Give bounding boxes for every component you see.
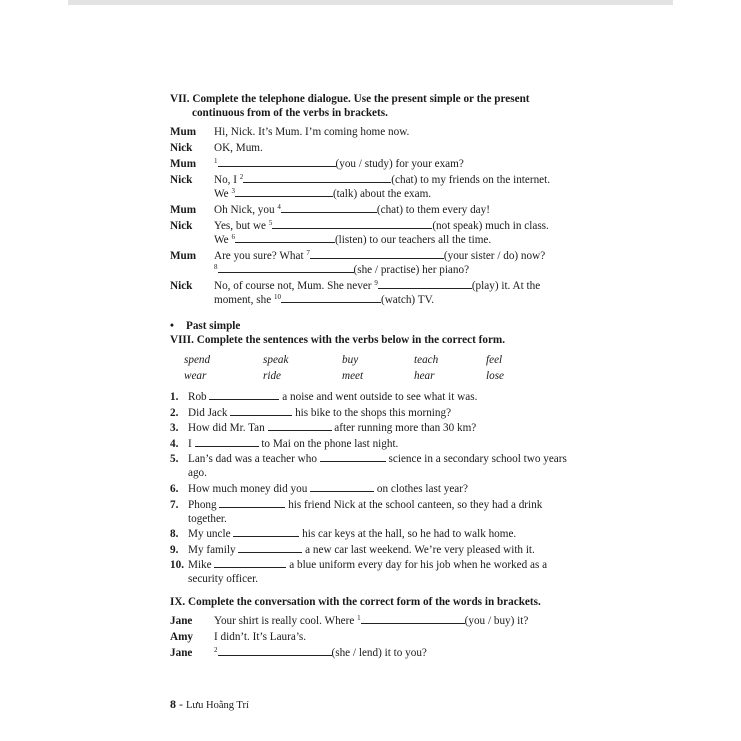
word-bank-item: speak [263, 354, 289, 366]
line-fragment: We [214, 234, 232, 246]
gap-number: 1 [214, 157, 218, 165]
line-text [214, 279, 580, 307]
line-fragment: (she / lend) it to you? [331, 647, 427, 660]
sentence-item [170, 452, 580, 480]
page-footer [170, 697, 249, 712]
line-text [214, 157, 580, 171]
line-fragment: (you / buy) it? [464, 615, 529, 628]
line-fragment: Mike [188, 559, 215, 572]
speaker: Mum [170, 204, 197, 216]
line-fragment: (not speak) much in class. [432, 220, 549, 232]
line-fragment: I [188, 437, 195, 450]
line-fragment: (you / study) for your exam? [335, 158, 464, 170]
line-fragment: to Mai on the phone last night. [258, 437, 399, 450]
past-simple-heading [170, 319, 580, 333]
sentence-text [188, 482, 580, 496]
conversation-dialogue [170, 614, 580, 660]
past-simple-label: Past simple [186, 320, 241, 332]
dialogue-line [170, 203, 580, 217]
line-fragment: Did Jack [188, 406, 231, 419]
item-number: 6. [170, 482, 179, 495]
line-text: I didn’t. It’s Laura’s. [214, 631, 307, 644]
answer-blank[interactable] [219, 498, 285, 508]
dialogue-line [170, 279, 580, 307]
item-number: 10. [170, 559, 184, 572]
word-bank-item: hear [414, 370, 435, 382]
sentence-item [170, 437, 580, 451]
answer-blank[interactable] [310, 482, 374, 492]
line-text [214, 219, 580, 247]
line-text [214, 203, 580, 217]
author-name: Lưu Hoằng Trí [186, 700, 249, 711]
line-fragment: (play) it. At the [471, 280, 541, 292]
speaker: Nick [170, 220, 193, 232]
dialogue-line [170, 125, 580, 139]
line-fragment: No, of course not, Mum. She never [214, 280, 375, 292]
speaker: Jane [170, 647, 193, 660]
speaker: Nick [170, 280, 193, 292]
answer-blank[interactable] [378, 279, 472, 289]
answer-blank[interactable] [195, 437, 259, 447]
word-bank-item: meet [342, 370, 364, 382]
answer-blank[interactable] [218, 646, 332, 656]
telephone-dialogue [170, 125, 580, 307]
worksheet-page [170, 92, 580, 662]
word-bank-item: lose [486, 370, 505, 382]
gap-number: 8 [214, 263, 218, 271]
gap-number: 2 [239, 173, 244, 181]
answer-blank[interactable] [209, 390, 279, 400]
line-fragment: his car keys at the hall, so he had to walk home. [299, 528, 517, 541]
line-text: Hi, Nick. It’s Mum. I’m coming home now. [214, 126, 410, 138]
line-fragment: Oh Nick, you [214, 204, 278, 216]
answer-blank[interactable] [238, 543, 302, 553]
line-text: OK, Mum. [214, 142, 263, 154]
sentence-item [170, 498, 580, 526]
dialogue-line [170, 141, 580, 155]
word-bank-item: teach [414, 354, 439, 366]
line-text [214, 173, 580, 201]
sentence-item [170, 543, 580, 557]
line-fragment: a blue uniform every day for his job when he worked as a security officer. [188, 559, 548, 586]
line-fragment: (your sister / do) now? [443, 250, 546, 262]
line-fragment: Your shirt is really cool. Where [214, 615, 358, 628]
line-fragment: a noise and went outside to see what it was. [279, 391, 478, 403]
sentence-text [188, 437, 580, 451]
line-fragment: moment, she [214, 294, 274, 306]
answer-blank[interactable] [361, 614, 465, 624]
gap-number: 6 [231, 233, 235, 241]
sentence-item [170, 390, 580, 404]
answer-blank[interactable] [281, 203, 377, 213]
item-number: 4. [170, 437, 179, 450]
line-fragment: on clothes last year? [374, 482, 468, 495]
page-number: 8 [170, 697, 176, 711]
dialogue-line [170, 646, 580, 660]
line-text [214, 249, 580, 277]
sentence-text [188, 543, 580, 557]
line-fragment: (chat) to them every day! [376, 204, 490, 216]
bullet-icon: • [170, 320, 174, 332]
answer-blank[interactable] [281, 293, 381, 303]
gap-number: 3 [231, 187, 235, 195]
answer-blank[interactable] [218, 157, 336, 167]
word-bank-item: feel [486, 354, 503, 366]
answer-blank[interactable] [320, 452, 386, 462]
item-number: 1. [170, 391, 179, 403]
section-7-title-line2: continuous from of the verbs in brackets. [192, 107, 388, 119]
item-number: 3. [170, 422, 179, 435]
sentence-text [188, 406, 580, 420]
line-fragment: Yes, but we [214, 220, 269, 232]
line-fragment: My uncle [188, 528, 234, 541]
line-fragment: (listen) to our teachers all the time. [334, 234, 492, 246]
section-7-title [170, 92, 580, 120]
answer-blank[interactable] [233, 527, 299, 537]
gap-number: 5 [268, 219, 273, 227]
sentence-text [188, 390, 580, 404]
answer-blank[interactable] [243, 173, 391, 183]
sentence-text [188, 558, 580, 586]
answer-blank[interactable] [230, 406, 292, 416]
speaker: Nick [170, 174, 193, 186]
line-fragment: How did Mr. Tan [188, 422, 268, 435]
dialogue-line [170, 173, 580, 201]
speaker: Mum [170, 250, 197, 262]
gap-number: 1 [357, 614, 361, 623]
answer-blank[interactable] [268, 421, 332, 431]
line-fragment: Lan’s dad was a teacher who [188, 453, 320, 466]
answer-blank[interactable] [218, 263, 354, 273]
line-text [214, 646, 580, 660]
sentence-text [188, 421, 580, 435]
speaker: Amy [170, 631, 193, 644]
gap-number: 9 [374, 279, 378, 287]
answer-blank[interactable] [310, 249, 444, 259]
dialogue-line [170, 614, 580, 628]
item-number: 7. [170, 498, 179, 511]
sentence-item [170, 421, 580, 435]
gap-number: 7 [306, 249, 310, 257]
sentence-list [170, 390, 580, 586]
sentence-text [188, 498, 580, 526]
line-fragment: his bike to the shops this morning? [292, 406, 452, 419]
line-fragment: his friend Nick at the school canteen, so they had a drink together. [188, 498, 543, 525]
line-fragment: (chat) to my friends on the internet. [391, 174, 551, 186]
sentence-text [188, 527, 580, 541]
section-7-title-line1: VII. Complete the telephone dialogue. Use the present simple or the present [170, 93, 530, 105]
speaker: Mum [170, 158, 197, 170]
item-number: 5. [170, 453, 179, 466]
line-fragment: (she / practise) her piano? [353, 264, 470, 276]
dialogue-line [170, 219, 580, 247]
line-fragment: science in a secondary school two years ago. [188, 453, 567, 480]
sentence-item [170, 527, 580, 541]
word-bank-item: ride [263, 370, 282, 382]
item-number: 2. [170, 406, 179, 419]
item-number: 8. [170, 528, 179, 541]
line-fragment: after running more than 30 km? [331, 422, 477, 435]
sentence-item [170, 558, 580, 586]
word-bank-item: wear [184, 370, 207, 382]
line-fragment: a new car last weekend. We’re very pleased with it. [302, 543, 535, 556]
line-fragment: Rob [188, 391, 210, 403]
speaker: Jane [170, 615, 193, 628]
answer-blank[interactable] [272, 219, 432, 229]
dialogue-line [170, 249, 580, 277]
line-fragment: How much money did you [188, 482, 311, 495]
answer-blank[interactable] [235, 233, 335, 243]
speaker: Mum [170, 126, 197, 138]
item-number: 9. [170, 543, 179, 556]
line-fragment: We [214, 188, 232, 200]
word-bank-item: spend [184, 354, 211, 366]
sentence-item [170, 482, 580, 496]
line-fragment: My family [188, 543, 239, 556]
line-fragment: Phong [188, 498, 220, 511]
gap-number: 2 [214, 646, 218, 655]
line-fragment: (talk) about the exam. [332, 188, 432, 200]
speaker: Nick [170, 142, 193, 154]
gap-number: 4 [277, 203, 281, 211]
footer-dash: - [176, 697, 186, 711]
answer-blank[interactable] [214, 558, 286, 568]
line-fragment: (watch) TV. [380, 294, 435, 306]
line-fragment: No, I [214, 174, 240, 186]
section-8-title: VIII. Complete the sentences with the verbs below in the correct form. [170, 334, 506, 346]
dialogue-line [170, 630, 580, 644]
line-fragment: Are you sure? What [214, 250, 307, 262]
top-border [68, 0, 673, 5]
verb-word-bank [170, 353, 580, 383]
sentence-item [170, 406, 580, 420]
gap-number: 10 [273, 293, 281, 301]
dialogue-line [170, 157, 580, 171]
word-bank-item: buy [342, 354, 359, 366]
line-text [214, 614, 580, 628]
answer-blank[interactable] [235, 187, 333, 197]
section-9-title: IX. Complete the conversation with the correct form of the words in brackets. [170, 596, 541, 609]
sentence-text [188, 452, 580, 480]
